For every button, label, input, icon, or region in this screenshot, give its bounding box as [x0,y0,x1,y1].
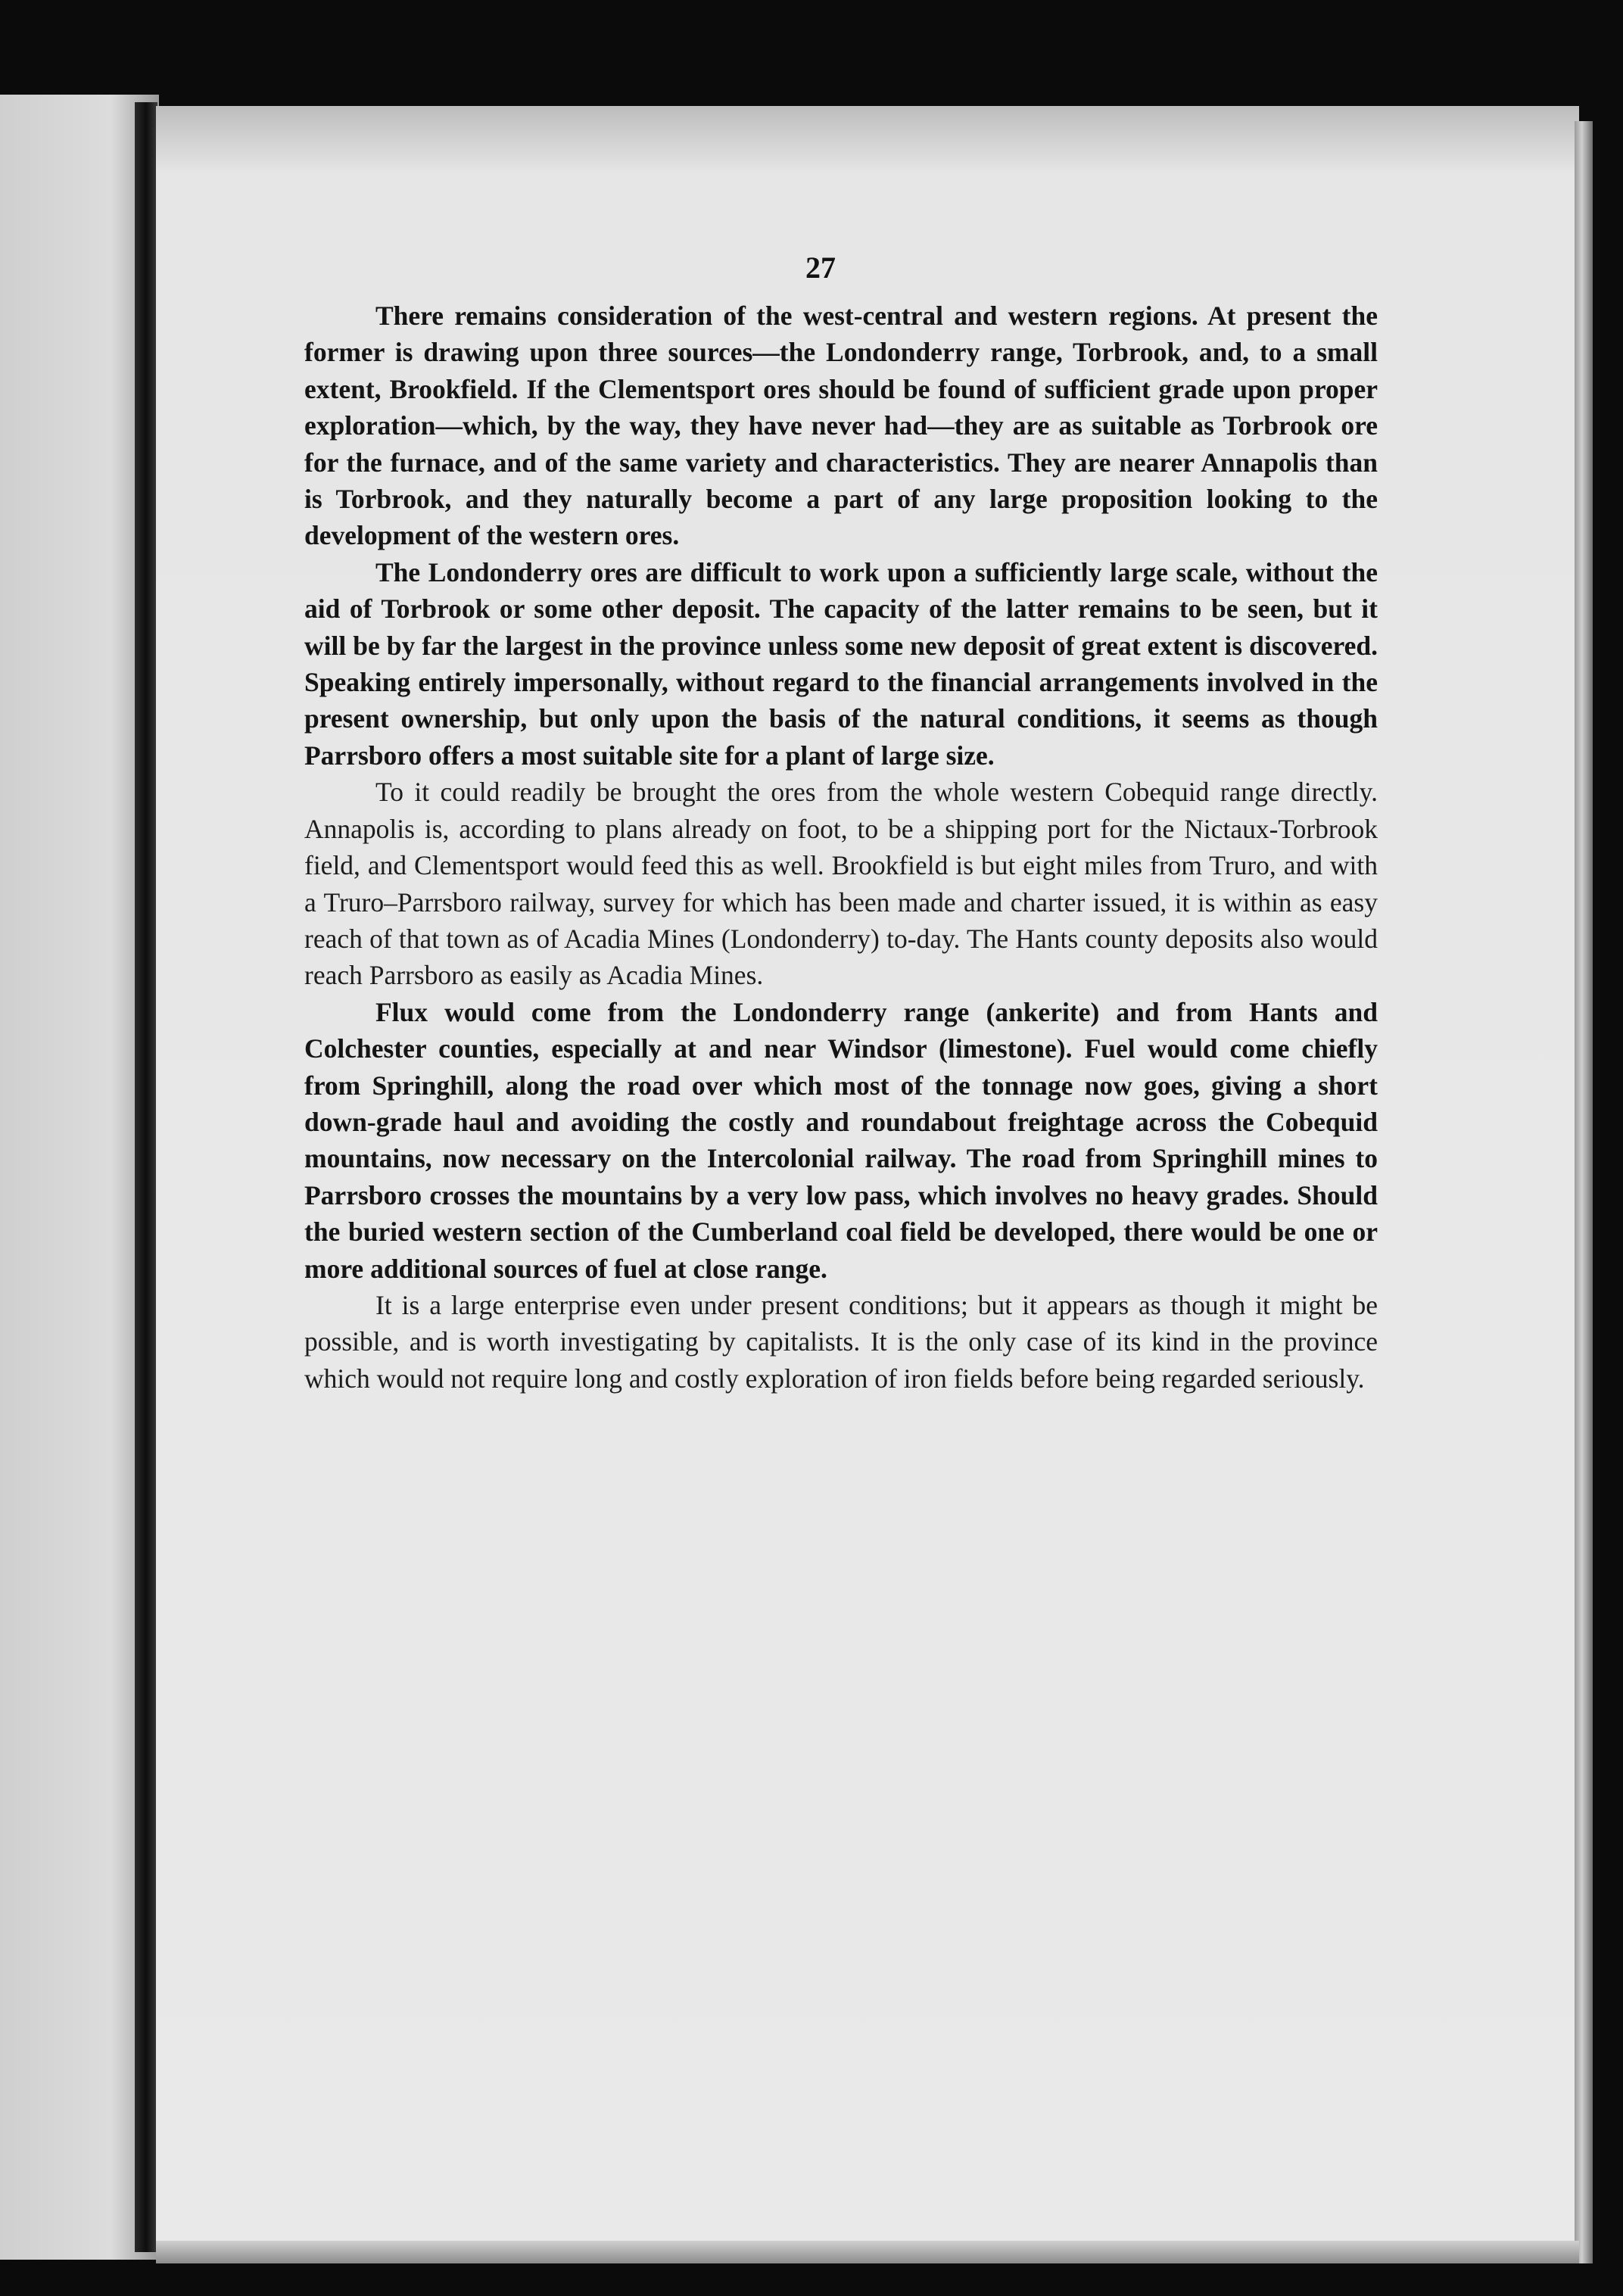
bottom-page-edge [156,2241,1579,2263]
body-text [304,298,1378,1397]
book-binding [135,102,157,2252]
paragraph-1: There remains consideration of the west-central and western regions. At present the former is drawing upon three sources—the Londonderry range, Torbrook, and, to a small extent, Brookfield. If the Clementsport ores should be found of sufficient grade upon proper exploration—which, by the way, they have never had—they are as suitable as Torbrook ore for the furnace, and of the same variety and characteristics. They are nearer Annapolis than is Torbrook, and they naturally become a part of any large proposition looking to the development of the western ores. [304,301,1378,551]
paragraph-4: Flux would come from the Londonderry range (ankerite) and from Hants and Colchester counties, especially at and near Windsor (limestone). Fuel would come chiefly from Springhill, along the road over which most of the tonnage now goes, giving a short down-grade haul and avoiding the costly and roundabout freightage across the Cobequid mountains, now necessary on the Intercolonial railway. The road from Springhill mines to Parrsboro crosses the mountains by a very low pass, which involves no heavy grades. Should the buried western section of the Cumberland coal field be developed, there would be one or more additional sources of fuel at close range. [304,996,1378,1284]
paragraph-2: The Londonderry ores are difficult to work upon a sufficiently large scale, without the aid of Torbrook or some other deposit. The capacity of the latter remains to be seen, but it will be by far the largest in the province unless some new deposit of great extent is discovered. Speaking entirely impersonally, without regard to the financial arrangements involved in the present ownership, but only upon the basis of the natural conditions, it seems as though Parrsboro offers a most suitable site for a plant of large size. [304,556,1378,771]
page-number: 27 [805,251,836,285]
paragraph-3: To it could readily be brought the ores from the whole western Cobequid range directly. Annapolis is, according to plans already on foot, to be a shipping port for the Nictaux-Torbrook field, and Clementsport would feed this as well. Brookfield is but eight miles from Truro, and with a Truro–Parrsboro railway, survey for which has been made and charter issued, it is within as easy reach of that town as of Acadia Mines (Londonderry) to-day. The Hants county deposits also would reach Parrsboro as easily as Acadia Mines. [304,777,1378,991]
paragraph-5: It is a large enterprise even under present conditions; but it appears as though it might be possible, and is worth investigating by capitalists. It is the only case of its kind in the province which would not require long and costly exploration of iron fields before being regarded seriously. [304,1289,1378,1394]
right-page-edge [1575,121,1593,2263]
